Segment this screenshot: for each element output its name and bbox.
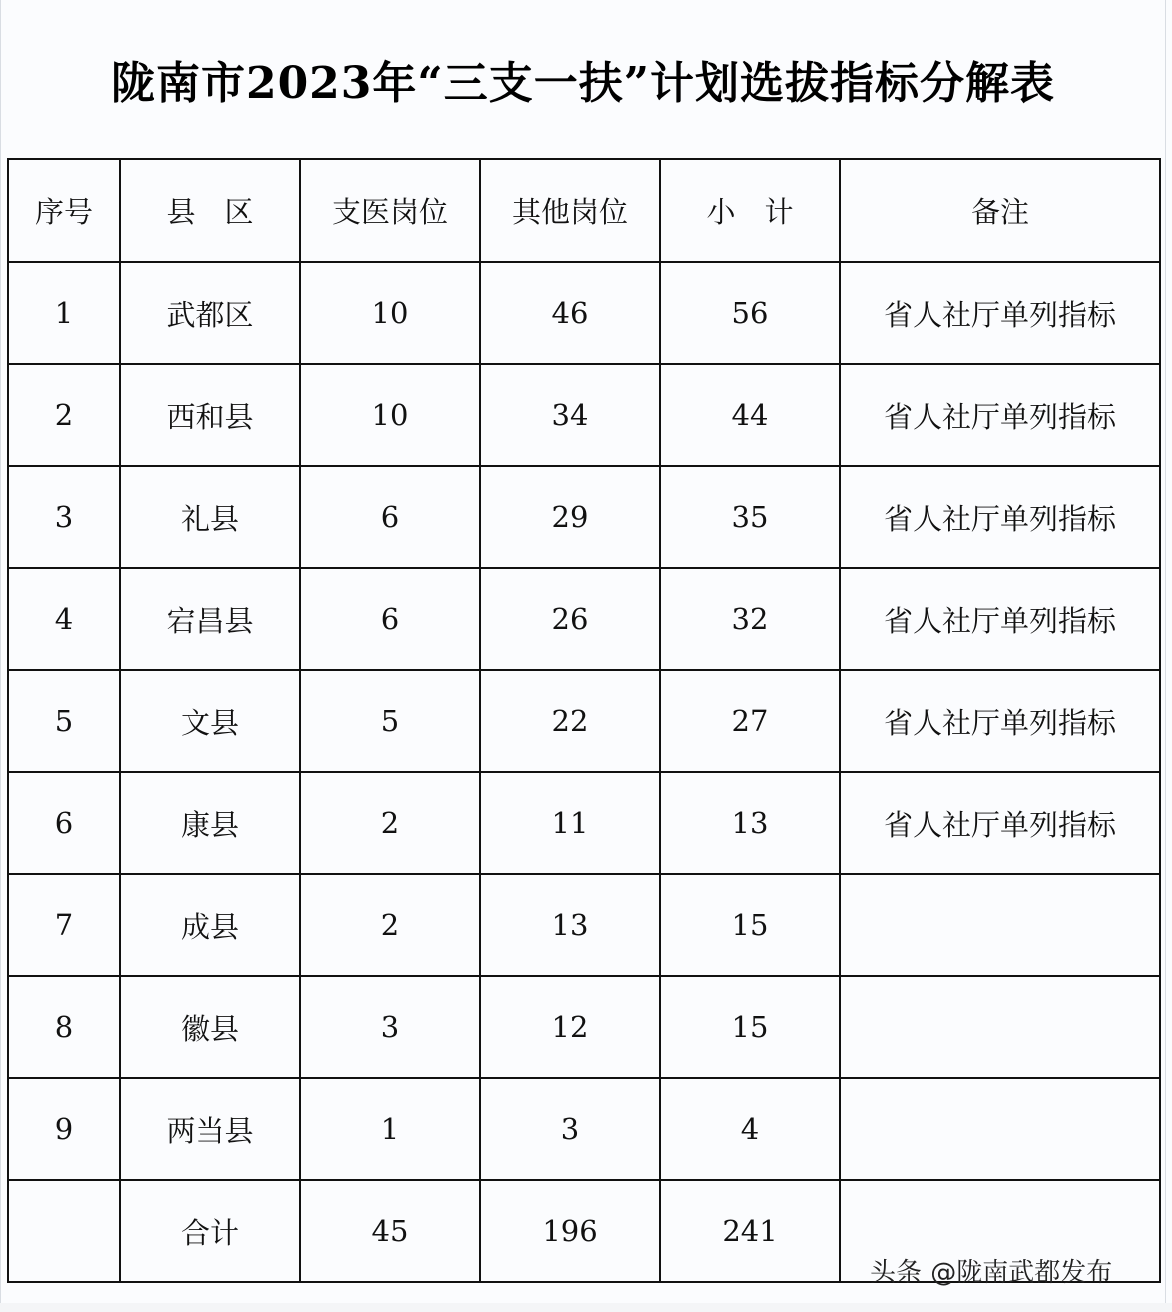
quota-table [7,158,1161,1283]
cell-other: 34 [480,364,660,466]
cell-subtotal: 32 [660,568,840,670]
cell-county: 成县 [120,874,300,976]
cell-note: 省人社厅单列指标 [840,364,1160,466]
cell-county: 徽县 [120,976,300,1078]
cell-medical: 3 [300,976,480,1078]
table-row [8,1078,1160,1180]
cell-total-label: 合计 [120,1180,300,1282]
cell-no: 5 [8,670,120,772]
cell-medical: 1 [300,1078,480,1180]
table-row [8,466,1160,568]
cell-note: 省人社厅单列指标 [840,568,1160,670]
table-row [8,670,1160,772]
cell-note [840,874,1160,976]
header-county: 县 区 [120,159,300,262]
cell-medical: 6 [300,466,480,568]
cell-total-other: 196 [480,1180,660,1282]
cell-subtotal: 4 [660,1078,840,1180]
cell-other: 3 [480,1078,660,1180]
cell-note: 省人社厅单列指标 [840,772,1160,874]
header-subtotal: 小 计 [660,159,840,262]
cell-note: 省人社厅单列指标 [840,670,1160,772]
cell-total-subtotal: 241 [660,1180,840,1282]
cell-no: 7 [8,874,120,976]
header-medical: 支医岗位 [300,159,480,262]
header-note: 备注 [840,159,1160,262]
cell-medical: 2 [300,874,480,976]
source-watermark: 头条 @陇南武都发布 [870,1258,1113,1288]
cell-county: 礼县 [120,466,300,568]
header-no: 序号 [8,159,120,262]
cell-county: 两当县 [120,1078,300,1180]
sheet-gridline [1165,0,1166,1312]
cell-subtotal: 15 [660,874,840,976]
cell-medical: 10 [300,364,480,466]
cell-subtotal: 15 [660,976,840,1078]
cell-subtotal: 35 [660,466,840,568]
cell-other: 12 [480,976,660,1078]
cell-no: 2 [8,364,120,466]
cell-county: 宕昌县 [120,568,300,670]
table-header-row [8,159,1160,262]
cell-other: 22 [480,670,660,772]
sheet-bottom-strip [0,1303,1172,1312]
cell-subtotal: 13 [660,772,840,874]
table-row [8,772,1160,874]
cell-note [840,976,1160,1078]
cell-other: 46 [480,262,660,364]
cell-other: 26 [480,568,660,670]
cell-medical: 6 [300,568,480,670]
cell-total-medical: 45 [300,1180,480,1282]
table-row [8,364,1160,466]
cell-medical: 2 [300,772,480,874]
cell-county: 西和县 [120,364,300,466]
table-row [8,262,1160,364]
cell-other: 11 [480,772,660,874]
cell-other: 13 [480,874,660,976]
cell-subtotal: 56 [660,262,840,364]
document-title: 陇南市2023年“三支一扶”计划选拔指标分解表 [110,58,1056,109]
cell-no: 4 [8,568,120,670]
table-row [8,874,1160,976]
cell-note: 省人社厅单列指标 [840,262,1160,364]
cell-note: 省人社厅单列指标 [840,466,1160,568]
cell-no: 1 [8,262,120,364]
cell-note [840,1078,1160,1180]
cell-county: 文县 [120,670,300,772]
cell-other: 29 [480,466,660,568]
table-row [8,976,1160,1078]
cell-no: 8 [8,976,120,1078]
cell-no: 6 [8,772,120,874]
cell-subtotal: 44 [660,364,840,466]
cell-county: 康县 [120,772,300,874]
table-row [8,568,1160,670]
cell-medical: 5 [300,670,480,772]
cell-medical: 10 [300,262,480,364]
header-other: 其他岗位 [480,159,660,262]
sheet-gridline [0,0,1,1312]
cell-no [8,1180,120,1282]
cell-county: 武都区 [120,262,300,364]
cell-subtotal: 27 [660,670,840,772]
cell-no: 3 [8,466,120,568]
cell-no: 9 [8,1078,120,1180]
